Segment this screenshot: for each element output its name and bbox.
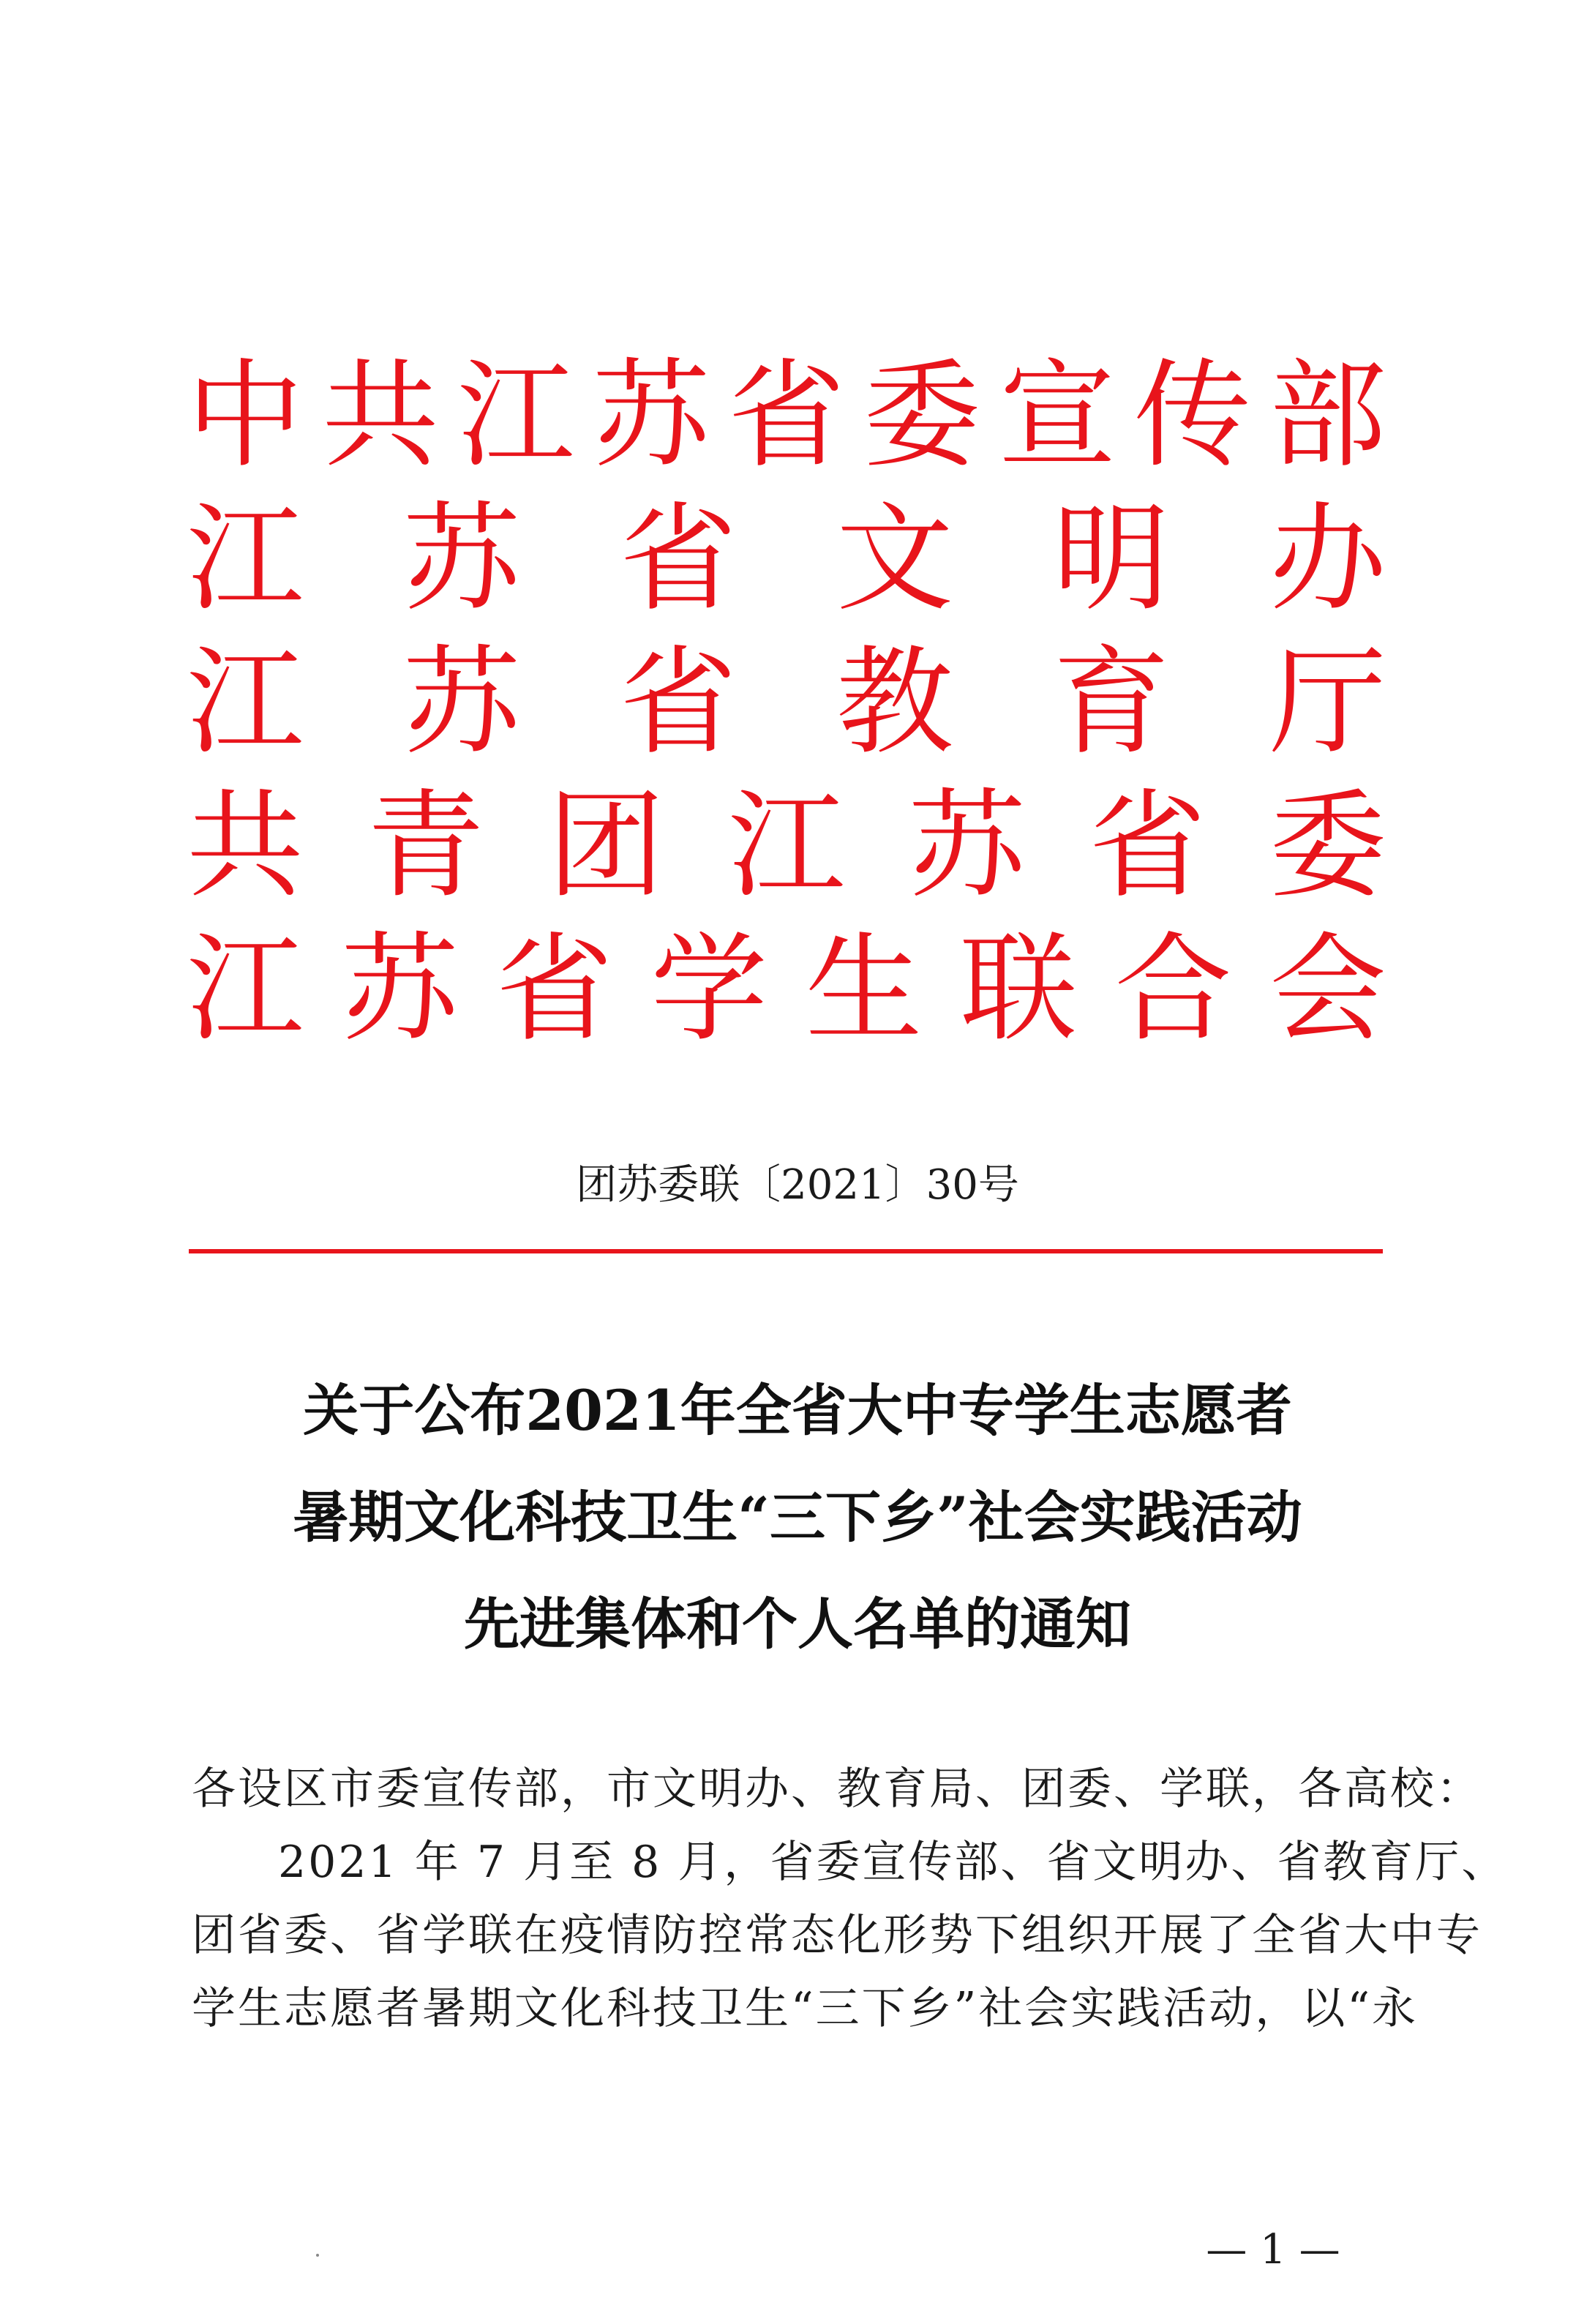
issuer-char: 文 [836, 490, 954, 627]
issuer-char: 明 [1053, 490, 1171, 627]
issuer-char: 省 [620, 490, 738, 627]
issuer-char: 江 [727, 777, 845, 914]
issuer-char: 团 [547, 777, 665, 914]
paragraph-line-3: 学生志愿者暑期文化科技卫生“三下乡”社会实践活动，以“永 [192, 1983, 1419, 2034]
issuer-char: 江 [187, 921, 304, 1057]
issuer-char: 共 [322, 347, 440, 484]
issuer-line-5 [187, 918, 1386, 1061]
salutation: 各设区市委宣传部，市文明办、教育局、团委、学联，各高校： [192, 1763, 1482, 1815]
paragraph-line-1: 2021 年 7 月至 8 月，省委宣传部、省文明办、省教育厅、 [278, 1837, 1508, 1888]
issuer-char: 苏 [403, 634, 521, 771]
issuer-char: 共 [187, 777, 304, 914]
issuer-char: 学 [650, 921, 768, 1057]
issuer-char: 青 [367, 777, 484, 914]
issuer-char: 省 [620, 634, 738, 771]
document-number: 团苏委联〔2021〕30号 [576, 1161, 1019, 1209]
issuer-char: 会 [1269, 921, 1386, 1057]
issuer-line-4 [187, 774, 1386, 918]
red-divider-rule [189, 1249, 1383, 1253]
issuer-char: 中 [187, 347, 304, 484]
issuer-char: 省 [1089, 777, 1206, 914]
document-title [110, 1357, 1485, 1678]
issuer-char: 合 [1114, 921, 1232, 1057]
issuer-line-3 [187, 631, 1386, 774]
issuer-char: 省 [728, 347, 846, 484]
page-number: — 1 — [1206, 2226, 1340, 2274]
issuer-line-1 [187, 344, 1386, 487]
title-line-3: 先进集体和个人名单的通知 [464, 1592, 1131, 1657]
issuer-char: 苏 [593, 347, 710, 484]
issuer-char: 宣 [999, 347, 1116, 484]
title-line-1: 关于公布2021年全省大中专学生志愿者 [303, 1378, 1292, 1443]
issuer-char: 苏 [341, 921, 459, 1057]
issuer-char: 苏 [908, 777, 1026, 914]
title-line-2: 暑期文化科技卫生“三下乡”社会实践活动 [293, 1485, 1302, 1550]
issuer-char: 委 [863, 347, 981, 484]
issuer-char: 部 [1269, 347, 1387, 484]
issuer-char: 生 [805, 921, 923, 1057]
issuer-char: 育 [1053, 634, 1171, 771]
issuer-char: 联 [960, 921, 1078, 1057]
issuer-char: 江 [187, 634, 304, 771]
issuer-char: 教 [836, 634, 954, 771]
issuer-char: 委 [1269, 777, 1386, 914]
scan-speck [316, 2254, 319, 2257]
document-body [192, 1753, 1508, 2045]
issuer-line-2 [187, 487, 1386, 631]
issuer-char: 江 [187, 490, 304, 627]
issuer-char: 传 [1134, 347, 1252, 484]
issuer-header [187, 344, 1386, 1061]
issuer-char: 办 [1269, 490, 1387, 627]
issuer-char: 省 [495, 921, 613, 1057]
issuer-char: 厅 [1269, 634, 1387, 771]
issuer-char: 苏 [403, 490, 521, 627]
paragraph-line-2: 团省委、省学联在疫情防控常态化形势下组织开展了全省大中专 [192, 1910, 1482, 1961]
issuer-char: 江 [457, 347, 575, 484]
